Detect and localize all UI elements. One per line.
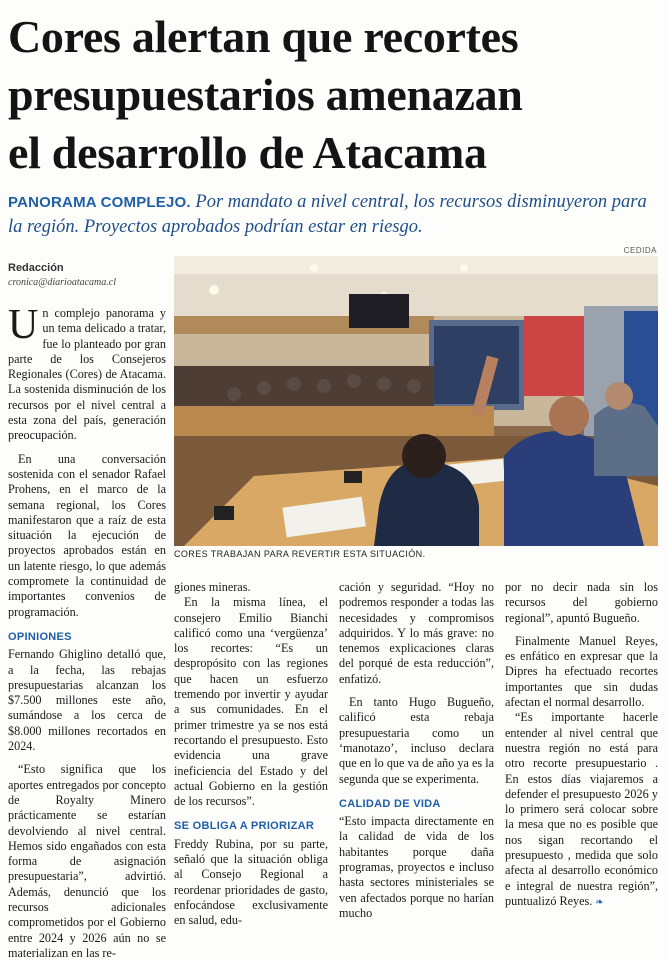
subhead-opiniones: OPINIONES [8,630,72,643]
column-3 [339,580,494,921]
deck-text: Por mandato a nivel central, los recursos disminuyeron para la región. Proyectos aprobados podrían estar en riesgo. [8,192,647,237]
column-4 [505,580,658,910]
paragraph-3: Fernando Ghiglino detalló que, a la fecha, las rebajas presupuestarias alcanzan los $7.500 millones este año, sumándose a los cerca de $8.000 millones recortados en 2024. [8,647,166,754]
paragraph-7: Freddy Rubina, por su parte, señaló que la situación obliga al Consejo Regional a reordenar prioridades de gasto, enfocándose exclusivamente en salud, edu- [174,836,328,928]
paragraph-intro [8,302,166,444]
end-mark-icon: ❧ [595,896,604,908]
paragraph-4: “Esto significa que los aportes entregados por concepto de Royalty Minero prácticamente se estarían devolviendo al nivel central. Hemos sido engañados con esta forma de asignación presupuestaria”, advirtió. Además, denunció que los recursos adicionales comprometidos por el Gobierno entre 2024 y 2026 aún no se materializan en las re- [8,762,166,960]
paragraph-13-text: “Es importante hacerle entender al nivel central que nuestra región no está para otro recorte presupuestario . En estos días viajaremos a defender el presupuesto 2026 y lo primero será colocar sobre la mesa que no es posible que nos sigan recortando el presupuesto , medida que solo afecta al desarrollo económico e integral de nuestra región”, puntualizó Reyes. [505,710,658,908]
drop-cap: U [8,302,39,348]
column-1 [8,302,166,961]
paragraph-8: cación y seguridad. “Hoy no podremos responder a todas las necesidades y compromisos adquiridos. Y lo más grave: no tenemos explicaciones claras del porqué de esta reducción”, enfatizó. [339,580,494,686]
paragraph-6: En la misma línea, el consejero Emilio Bianchi calificó como una ‘vergüenza’ los recortes: “Es un despropósito con las regiones que hacen un esfuerzo tremendo por invertir y ayudar a sus comunidades. En el primer trimestre ya se nos está recortando el presupuesto. Esto evidencia una grave ineficiencia del Estado y del actual Gobierno en la gestión de los recursos”. [174,595,328,809]
paragraph-5: giones mineras. [174,580,251,594]
photo-credit: CEDIDA [623,246,657,255]
paragraph-10: “Esto impacta directamente en la calidad de vida de los habitantes porque daña programas, proyectos e incluso hasta sectores ministeriales se ven afectados porque no harían mucho [339,814,494,920]
subhead-priorizar: SE OBLIGA A PRIORIZAR [174,820,315,833]
headline-line-3: el desarrollo de Atacama [8,127,487,178]
column-2 [174,580,328,929]
paragraph-12: Finalmente Manuel Reyes, es enfático en expresar que la Dipres ha efectuado recortes importantes que sin dudas afectan el normal desarrollo. [505,633,658,710]
headline [8,8,660,182]
paragraph-11: por no decir nada sin los recursos del gobierno regional”, apuntó Bugueño. [505,580,658,625]
photo-caption: CORES TRABAJAN PARA REVERTIR ESTA SITUACIÓN. [174,549,426,559]
byline-email: cronica@diarioatacama.cl [8,277,116,288]
paragraph-13 [505,710,658,910]
paragraph-intro-text: n complejo panorama y un tema delicado a tratar, fue lo planteado por gran parte de los Consejeros Regionales (Cores) de Atacama. La sostenida disminución de los recursos por el nivel central a esta zona del país, generación preocupación. [8,306,166,443]
article-photo [174,256,658,546]
headline-line-2: presupuestarios amenazan [8,69,523,120]
subhead-calidad: CALIDAD DE VIDA [339,797,441,810]
byline [8,262,168,288]
meeting-room-photo [174,256,658,546]
paragraph-2: En una conversación sostenida con el senador Rafael Prohens, en el marco de la semana regional, los Cores manifestaron que a raíz de esta situación la ejecución de proyectos aprobados están en un latente riesgo, lo que además compromete la continuidad de importantes convenios de programación. [8,451,166,619]
paragraph-9: En tanto Hugo Bugueño, calificó esta rebaja presupuestaria como un ‘manotazo’, incluso declara que en lo que va de año ya es la segunda que se experimenta. [339,695,494,786]
deck-kicker: PANORAMA COMPLEJO. [8,194,191,211]
headline-line-1: Cores alertan que recortes [8,11,519,62]
byline-name: Redacción [8,262,64,274]
deck [8,190,658,239]
